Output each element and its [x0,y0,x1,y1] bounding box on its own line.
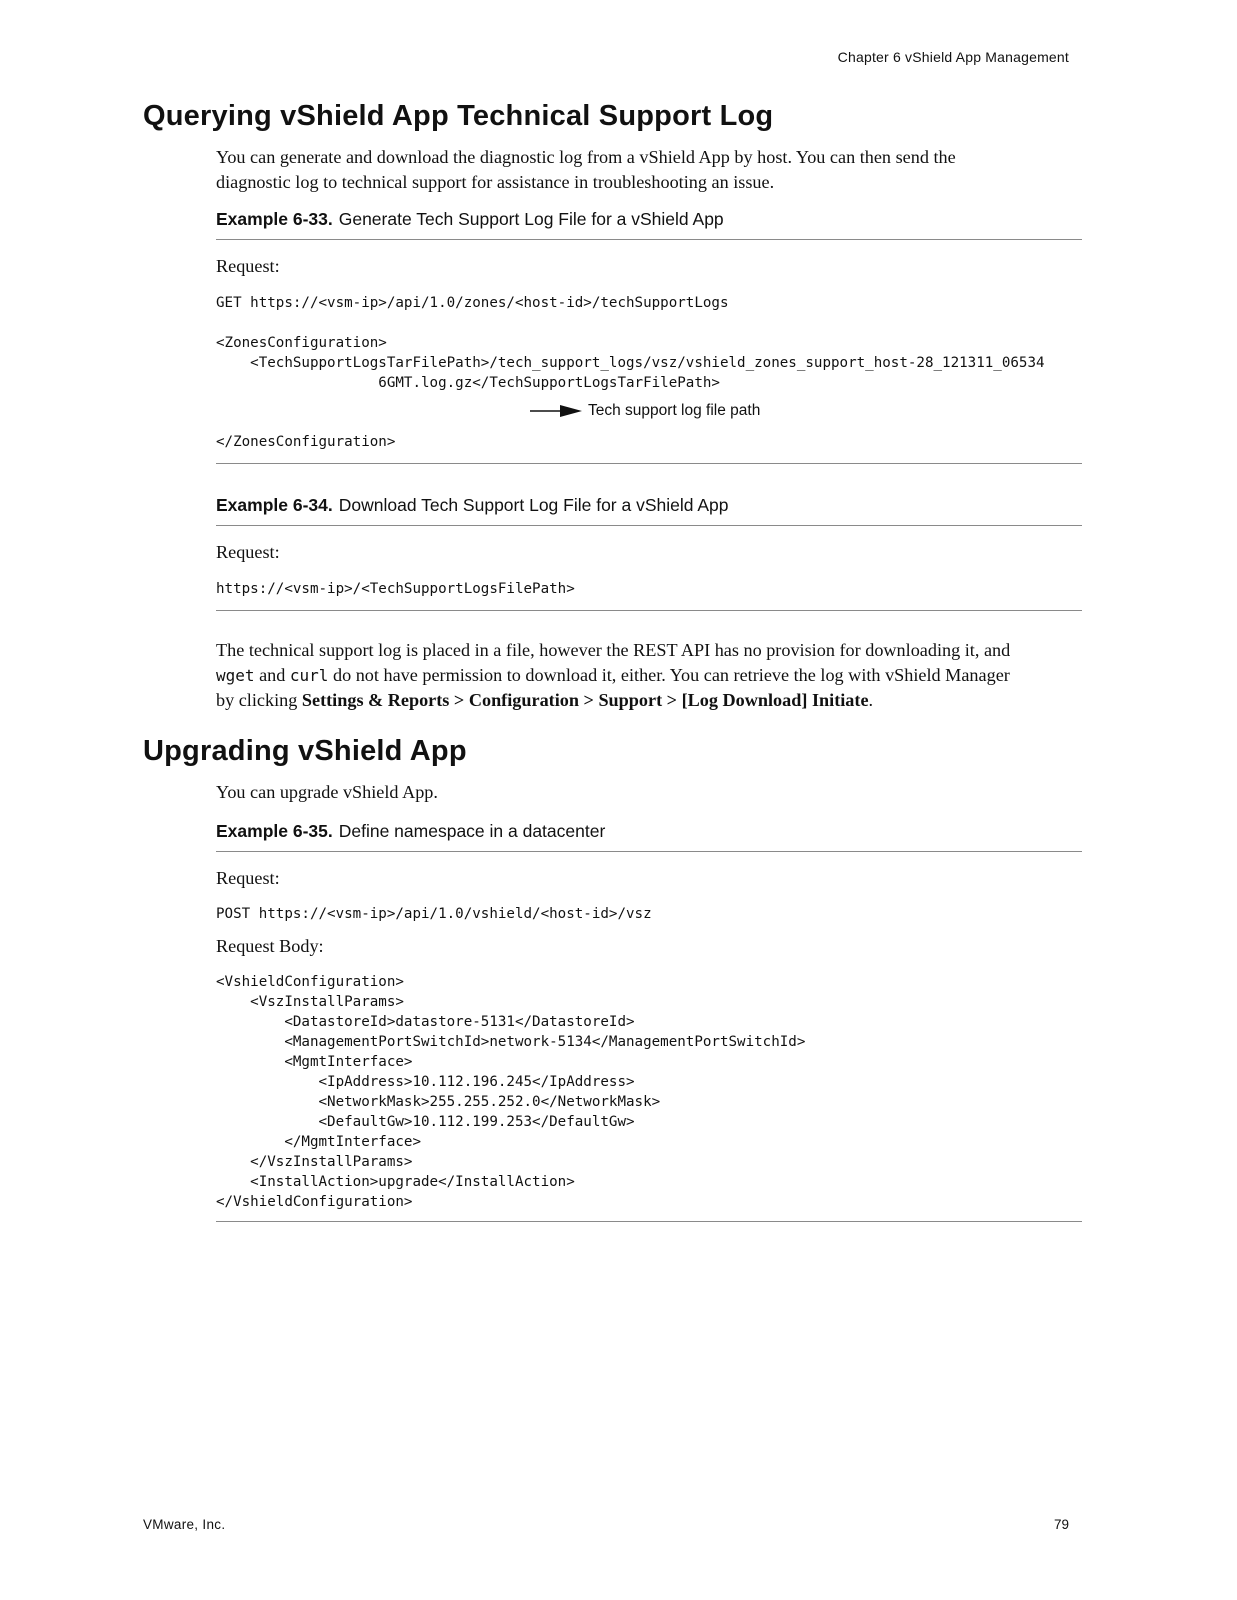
request-line: GET https://<vsm-ip>/api/1.0/zones/<host-id>/techSupportLogs [216,295,729,311]
code-line: <MgmtInterface> [216,1054,413,1070]
section-title: Querying vShield App Technical Support Log [143,100,774,132]
request-label: Request: [216,542,280,562]
example-caption [216,209,724,230]
code-block [216,972,805,1212]
code-line: <DatastoreId>datastore-5131</DatastoreId> [216,1014,635,1030]
note-line [216,688,1086,713]
example-caption [216,821,605,842]
divider [216,610,1082,611]
divider [216,463,1082,464]
code-line: <ManagementPortSwitchId>network-5134</ManagementPortSwitchId> [216,1034,806,1050]
intro-line: You can generate and download the diagnostic log from a vShield App by host. You can then send the [216,147,956,167]
code-line: <VshieldConfiguration> [216,974,404,990]
example-label: Example 6-33. [216,209,333,229]
code-line: <ZonesConfiguration> [216,335,387,351]
request-line: POST https://<vsm-ip>/api/1.0/vshield/<host-id>/vsz [216,906,652,922]
ui-navigation-path: Settings & Reports > Configuration > Support > [Log Download] Initiate [301,690,869,710]
code-line: <DefaultGw>10.112.199.253</DefaultGw> [216,1114,635,1130]
divider [216,525,1082,526]
code-line: 6GMT.log.gz</TechSupportLogsTarFilePath> [216,375,720,391]
code-line: <TechSupportLogsTarFilePath>/tech_support_logs/vsz/vshield_zones_support_host-28_121311_06534 [216,355,1045,371]
running-header: Chapter 6 vShield App Management [837,49,1069,65]
callout-label: Tech support log file path [588,402,761,419]
callout [530,402,760,420]
request-label: Request: [216,256,280,276]
note-paragraph [216,638,1086,713]
intro-line: diagnostic log to technical support for assistance in troubleshooting an issue. [216,171,775,192]
note-text: . [868,690,874,710]
request-body-label: Request Body: [216,936,324,956]
code-line: </VshieldConfiguration> [216,1194,413,1210]
example-title: Define namespace in a datacenter [338,821,606,841]
code-block [216,333,1045,393]
code-line: </ZonesConfiguration> [216,434,396,450]
request-line: https://<vsm-ip>/<TechSupportLogsFilePath> [216,581,575,597]
code-line: </VszInstallParams> [216,1154,413,1170]
inline-code: curl [289,665,329,685]
example-title: Generate Tech Support Log File for a vShield App [338,209,724,229]
code-line: <VszInstallParams> [216,994,404,1010]
request-label: Request: [216,868,280,888]
inline-code: wget [216,665,255,685]
code-line: <InstallAction>upgrade</InstallAction> [216,1174,575,1190]
example-label: Example 6-35. [216,821,333,841]
section-intro [216,145,1086,194]
divider [216,1221,1082,1222]
page-number: 79 [1053,1517,1069,1532]
section-title: Upgrading vShield App [143,735,467,767]
note-text: by clicking [216,690,302,710]
example-label: Example 6-34. [216,495,333,515]
footer-company: VMware, Inc. [143,1517,226,1532]
section-intro: You can upgrade vShield App. [216,782,438,802]
note-text: do not have permission to download it, either. You can retrieve the log with vShield Manager [328,664,1010,685]
divider [216,239,1082,240]
code-line: <IpAddress>10.112.196.245</IpAddress> [216,1074,635,1090]
divider [216,851,1082,852]
code-line: <NetworkMask>255.255.252.0</NetworkMask> [216,1094,661,1110]
example-caption [216,495,729,516]
note-text: and [254,664,290,685]
note-line: The technical support log is placed in a file, however the REST API has no provision for downloading it, and [216,640,1011,660]
note-line [216,663,1086,689]
code-line: </MgmtInterface> [216,1134,421,1150]
arrow-right-icon [530,404,582,418]
example-title: Download Tech Support Log File for a vShield App [338,495,729,515]
